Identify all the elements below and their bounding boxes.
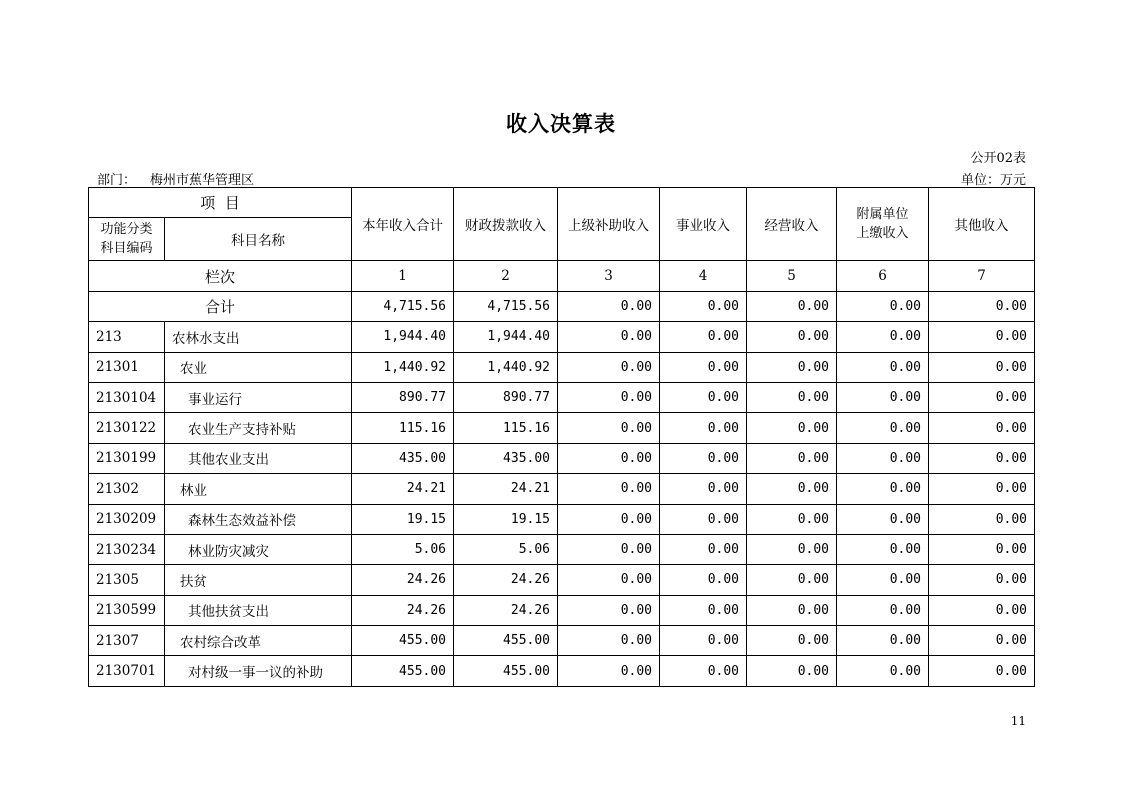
row-code: 21302: [89, 474, 165, 504]
row-name: 农业: [165, 352, 352, 382]
table-row: [89, 534, 1035, 564]
row-value: 0.00: [558, 626, 660, 656]
total-value: 0.00: [558, 291, 660, 321]
column-index: 3: [558, 261, 660, 291]
department-name: 梅州市蕉华管理区: [150, 173, 255, 188]
row-value: 24.26: [352, 565, 454, 595]
row-value: 1,944.40: [454, 322, 558, 352]
row-value: 0.00: [929, 656, 1035, 686]
row-name: 事业运行: [165, 382, 352, 412]
row-value: 0.00: [837, 534, 929, 564]
table-row: [89, 504, 1035, 534]
total-value: 4,715.56: [454, 291, 558, 321]
row-value: 0.00: [929, 565, 1035, 595]
row-code: 2130122: [89, 413, 165, 443]
table-row: [89, 352, 1035, 382]
row-value: 1,440.92: [454, 352, 558, 382]
unit-label: 单位：万元: [960, 173, 1026, 188]
row-value: 0.00: [837, 626, 929, 656]
total-label: 合计: [89, 291, 352, 321]
row-value: 0.00: [558, 322, 660, 352]
row-name: 扶贫: [165, 565, 352, 595]
row-value: 455.00: [454, 626, 558, 656]
row-value: 890.77: [352, 382, 454, 412]
row-value: 0.00: [929, 595, 1035, 625]
table-row: [89, 322, 1035, 352]
row-code: 2130234: [89, 534, 165, 564]
total-value: 0.00: [837, 291, 929, 321]
row-value: 0.00: [929, 413, 1035, 443]
row-code: 21305: [89, 565, 165, 595]
page-title: 收入决算表: [506, 111, 616, 136]
row-value: 0.00: [747, 626, 837, 656]
row-value: 0.00: [660, 656, 747, 686]
row-value: 0.00: [660, 352, 747, 382]
form-number: 公开02表: [970, 151, 1026, 166]
row-value: 0.00: [837, 352, 929, 382]
row-value: 0.00: [558, 504, 660, 534]
total-value: 0.00: [747, 291, 837, 321]
row-code: 2130199: [89, 443, 165, 473]
row-value: 0.00: [660, 474, 747, 504]
row-value: 0.00: [558, 382, 660, 412]
row-value: 0.00: [929, 382, 1035, 412]
row-value: 5.06: [352, 534, 454, 564]
row-value: 0.00: [837, 322, 929, 352]
row-value: 0.00: [660, 413, 747, 443]
row-value: 0.00: [660, 565, 747, 595]
row-code: 2130701: [89, 656, 165, 686]
column-index: 6: [837, 261, 929, 291]
table-row: [89, 565, 1035, 595]
row-value: 0.00: [747, 443, 837, 473]
header-col-3: 上级补助收入: [558, 188, 660, 261]
row-value: 0.00: [929, 504, 1035, 534]
header-col-2: 财政拨款收入: [454, 188, 558, 261]
header-row-1: [89, 188, 1035, 218]
total-value: 0.00: [660, 291, 747, 321]
table-row: [89, 443, 1035, 473]
row-value: 0.00: [747, 504, 837, 534]
row-value: 0.00: [558, 352, 660, 382]
table-row: [89, 595, 1035, 625]
row-value: 0.00: [558, 474, 660, 504]
row-value: 0.00: [747, 656, 837, 686]
header-col-1: 本年收入合计: [352, 188, 454, 261]
income-table: [88, 187, 1035, 687]
row-value: 0.00: [660, 382, 747, 412]
row-value: 0.00: [837, 474, 929, 504]
row-value: 0.00: [747, 595, 837, 625]
row-value: 0.00: [660, 504, 747, 534]
row-value: 0.00: [837, 595, 929, 625]
row-name: 其他农业支出: [165, 443, 352, 473]
row-value: 0.00: [558, 413, 660, 443]
header-name: 科目名称: [165, 218, 352, 261]
row-value: 0.00: [660, 322, 747, 352]
row-value: 890.77: [454, 382, 558, 412]
row-value: 1,440.92: [352, 352, 454, 382]
row-name: 林业防灾减灾: [165, 534, 352, 564]
row-name: 林业: [165, 474, 352, 504]
table-row: [89, 382, 1035, 412]
row-value: 24.26: [352, 595, 454, 625]
row-value: 1,944.40: [352, 322, 454, 352]
table-row: [89, 474, 1035, 504]
column-index-label: 栏次: [89, 261, 352, 291]
row-value: 0.00: [747, 413, 837, 443]
row-code: 21301: [89, 352, 165, 382]
column-index: 4: [660, 261, 747, 291]
row-value: 0.00: [837, 443, 929, 473]
column-index: 2: [454, 261, 558, 291]
row-value: 0.00: [747, 322, 837, 352]
row-value: 24.26: [454, 595, 558, 625]
page-number: 11: [1010, 714, 1026, 728]
row-value: 24.21: [454, 474, 558, 504]
header-item: 项 目: [89, 188, 352, 218]
row-value: 0.00: [747, 352, 837, 382]
row-value: 115.16: [454, 413, 558, 443]
row-value: 0.00: [837, 413, 929, 443]
row-value: 0.00: [747, 534, 837, 564]
row-value: 24.26: [454, 565, 558, 595]
row-name: 农业生产支持补贴: [165, 413, 352, 443]
row-value: 19.15: [352, 504, 454, 534]
row-value: 455.00: [352, 656, 454, 686]
row-value: 0.00: [558, 656, 660, 686]
header-col-5: 经营收入: [747, 188, 837, 261]
row-value: 19.15: [454, 504, 558, 534]
row-name: 森林生态效益补偿: [165, 504, 352, 534]
row-name: 农林水支出: [165, 322, 352, 352]
row-value: 0.00: [837, 504, 929, 534]
column-index: 7: [929, 261, 1035, 291]
column-index: 5: [747, 261, 837, 291]
column-index: 1: [352, 261, 454, 291]
row-code: 2130104: [89, 382, 165, 412]
row-value: 455.00: [454, 656, 558, 686]
row-value: 0.00: [929, 474, 1035, 504]
row-code: 2130599: [89, 595, 165, 625]
column-index-row: [89, 261, 1035, 291]
department-line: [97, 169, 254, 188]
row-value: 0.00: [660, 443, 747, 473]
department-label: 部门：: [97, 173, 137, 188]
total-value: 0.00: [929, 291, 1035, 321]
total-value: 4,715.56: [352, 291, 454, 321]
row-value: 0.00: [929, 322, 1035, 352]
row-value: 0.00: [837, 382, 929, 412]
table-row: [89, 626, 1035, 656]
row-name: 其他扶贫支出: [165, 595, 352, 625]
row-name: 对村级一事一议的补助: [165, 656, 352, 686]
row-value: 455.00: [352, 626, 454, 656]
row-value: 0.00: [558, 595, 660, 625]
row-value: 0.00: [929, 534, 1035, 564]
row-code: 213: [89, 322, 165, 352]
row-value: 0.00: [929, 352, 1035, 382]
row-value: 115.16: [352, 413, 454, 443]
total-row: [89, 291, 1035, 321]
row-value: 24.21: [352, 474, 454, 504]
row-value: 0.00: [747, 474, 837, 504]
row-name: 农村综合改革: [165, 626, 352, 656]
row-value: 435.00: [454, 443, 558, 473]
row-code: 21307: [89, 626, 165, 656]
row-value: 0.00: [660, 534, 747, 564]
row-value: 0.00: [747, 382, 837, 412]
row-value: 435.00: [352, 443, 454, 473]
row-value: 0.00: [837, 565, 929, 595]
row-value: 0.00: [837, 656, 929, 686]
row-value: 0.00: [929, 626, 1035, 656]
row-value: 0.00: [558, 565, 660, 595]
header-col-6: 附属单位上缴收入: [837, 188, 929, 261]
row-value: 0.00: [660, 626, 747, 656]
table-row: [89, 656, 1035, 686]
row-value: 0.00: [929, 443, 1035, 473]
table-row: [89, 413, 1035, 443]
header-col-7: 其他收入: [929, 188, 1035, 261]
row-value: 0.00: [558, 534, 660, 564]
header-code: 功能分类科目编码: [89, 218, 165, 261]
row-code: 2130209: [89, 504, 165, 534]
row-value: 5.06: [454, 534, 558, 564]
row-value: 0.00: [747, 565, 837, 595]
row-value: 0.00: [558, 443, 660, 473]
header-col-4: 事业收入: [660, 188, 747, 261]
row-value: 0.00: [660, 595, 747, 625]
